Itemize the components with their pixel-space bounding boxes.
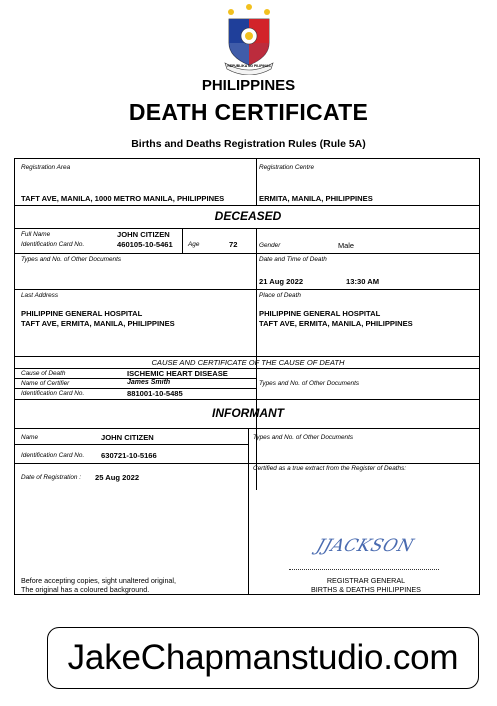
- full-name-label: Full Name: [21, 231, 51, 238]
- deceased-full-name: JOHN CITIZEN: [117, 230, 170, 239]
- registration-date-label: Date of Registration :: [21, 474, 82, 481]
- place-of-death-line1: PHILIPPINE GENERAL HOSPITAL: [259, 309, 381, 318]
- time-of-death-value: 13:30 AM: [346, 277, 380, 286]
- certifier-name-label: Name of Certifier: [21, 380, 70, 387]
- place-of-death-line2: TAFT AVE, ERMITA, MANILA, PHILIPPINES: [259, 319, 413, 328]
- cause-section-title: CAUSE AND CERTIFICATE OF THE CAUSE OF DEATH: [151, 358, 345, 367]
- registration-date-value: 25 Aug 2022: [95, 473, 140, 482]
- deceased-id-label: Identification Card No.: [21, 241, 85, 248]
- last-address-label: Last Address: [21, 292, 59, 299]
- registration-centre-value: ERMITA, MANILA, PHILIPPINES: [259, 194, 373, 203]
- certifier-id-value: 881001-10-5485: [127, 389, 183, 398]
- cause-of-death-label: Cause of Death: [21, 370, 66, 377]
- deceased-id-value: 460105-10-5461: [117, 240, 173, 249]
- certificate-form: [14, 158, 480, 595]
- informant-id-value: 630721-10-5166: [101, 451, 157, 460]
- document-subtitle: Births and Deaths Registration Rules (Rule 5A): [131, 138, 366, 150]
- date-of-death-value: 21 Aug 2022: [259, 277, 304, 286]
- date-time-of-death-label: Date and Time of Death: [259, 256, 327, 263]
- gender-label: Gender: [259, 242, 281, 249]
- registrar-title-line2: BIRTHS & DEATHS PHILIPPINES: [311, 585, 421, 594]
- age-value: 72: [229, 240, 238, 249]
- cause-other-docs-label: Types and No. of Other Documents: [259, 380, 360, 387]
- cause-of-death-value: ISCHEMIC HEART DISEASE: [127, 369, 228, 378]
- registration-centre-label: Registration Centre: [259, 164, 315, 171]
- informant-name-value: JOHN CITIZEN: [101, 433, 154, 442]
- age-label: Age: [188, 241, 200, 248]
- certifier-name-value: James Smith: [127, 379, 171, 386]
- last-address-line2: TAFT AVE, ERMITA, MANILA, PHILIPPINES: [21, 319, 175, 328]
- certifier-id-label: Identification Card No.: [21, 390, 85, 397]
- deceased-other-docs-label: Types and No. of Other Documents: [21, 256, 122, 263]
- registration-area-label: Registration Area: [21, 164, 71, 171]
- last-address-line1: PHILIPPINE GENERAL HOSPITAL: [21, 309, 143, 318]
- philippine-seal: [221, 3, 277, 75]
- informant-section-title: INFORMANT: [212, 406, 284, 420]
- place-of-death-label: Place of Death: [259, 292, 301, 299]
- certified-extract-label: Certified as a true extract from the Register of Deaths:: [253, 465, 407, 472]
- deceased-section-title: DECEASED: [214, 209, 282, 223]
- watermark-banner: JakeChapmanstudio.com: [47, 627, 479, 689]
- informant-id-label: Identification Card No.: [21, 452, 85, 459]
- registrar-signature: JJACKSON: [313, 536, 417, 556]
- informant-other-docs-label: Types and No. of Other Documents: [253, 434, 354, 441]
- notice-line2: The original has a coloured background.: [21, 585, 150, 594]
- notice-line1: Before accepting copies, sight unaltered original,: [21, 576, 177, 585]
- seal-banner-text: REPUBLIKA NG PILIPINAS: [227, 64, 271, 68]
- document-title: DEATH CERTIFICATE: [128, 99, 369, 125]
- gender-value: Male: [338, 241, 355, 250]
- informant-name-label: Name: [21, 434, 39, 441]
- registrar-title-line1: REGISTRAR GENERAL: [326, 576, 406, 585]
- country-heading: PHILIPPINES: [201, 77, 296, 94]
- registration-area-value: TAFT AVE, MANILA, 1000 METRO MANILA, PHILIPPINES: [21, 194, 225, 203]
